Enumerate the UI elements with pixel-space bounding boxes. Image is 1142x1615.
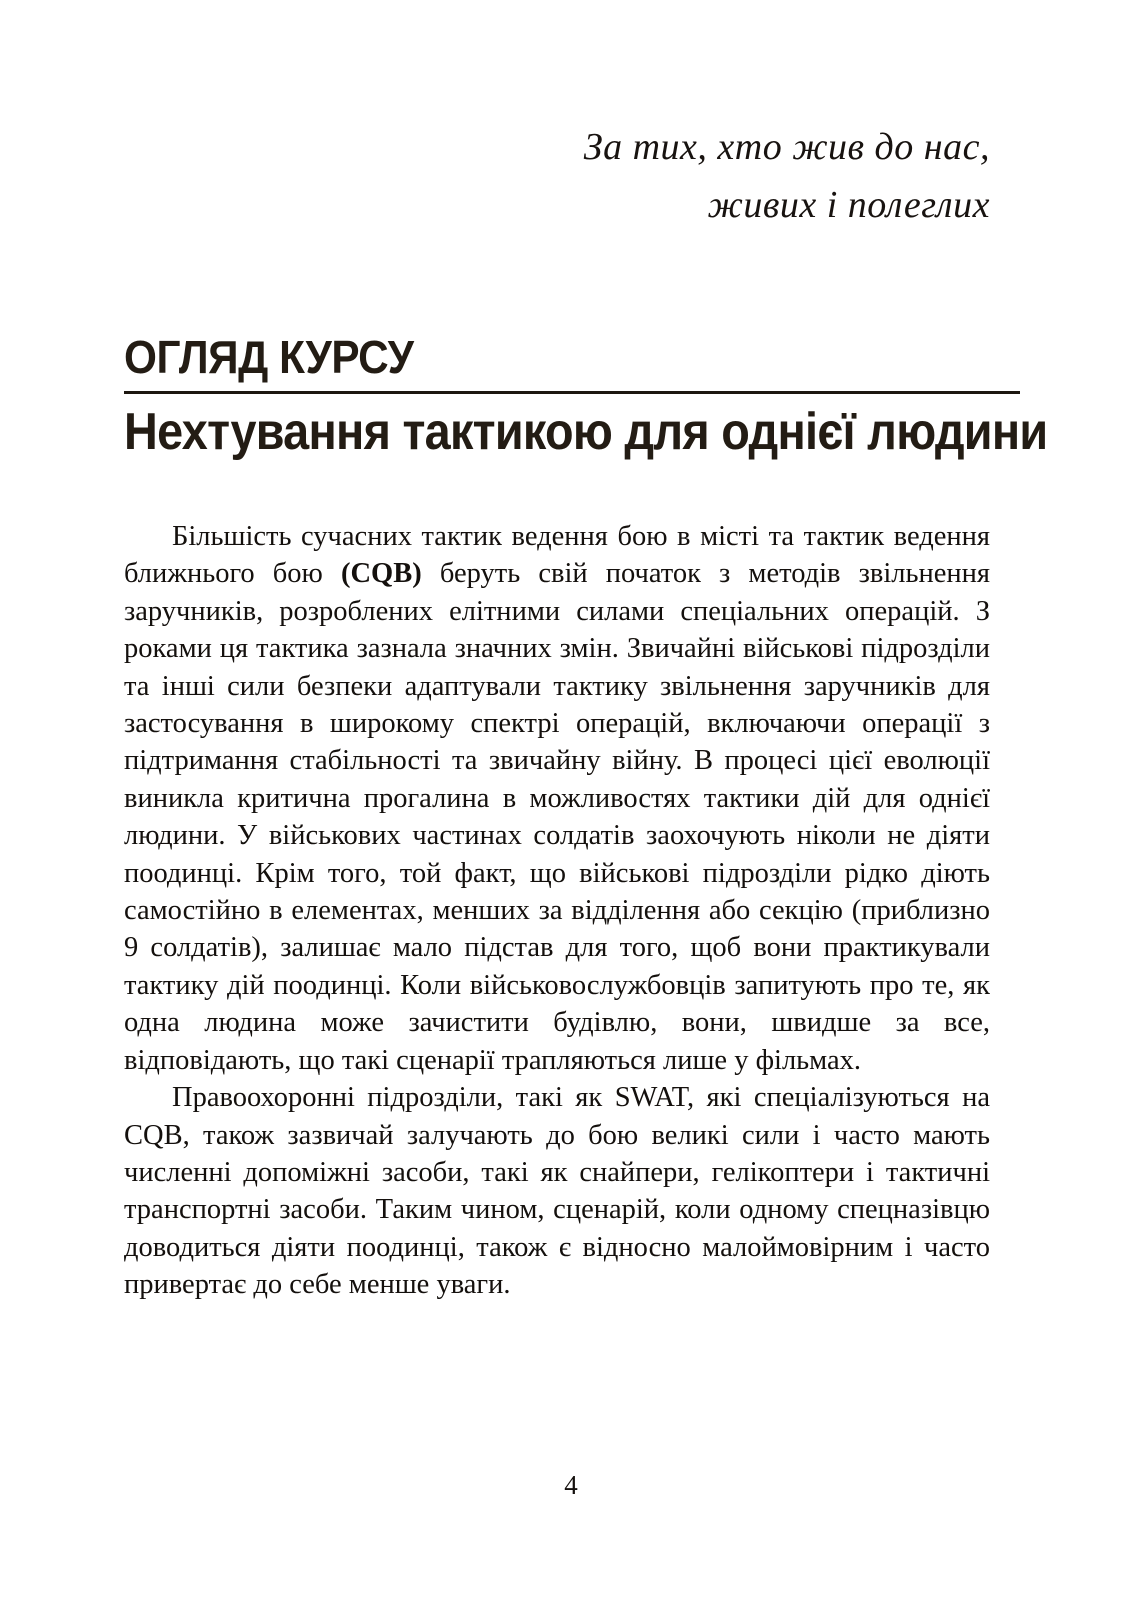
chapter-title: Нехтування тактикою для однієї людини	[124, 403, 1048, 461]
paragraph-1-segment-1: Більшість сучасних тактик ведення бою в місті та тактик ведення ближнього бою	[124, 521, 990, 590]
paragraph-2: Правоохоронні підрозділи, такі як SWAT, які спеціалізуються на CQB, також зазвичай залучають до бою великі сили і часто мають численні допоміжні засоби, такі як снайпери, гелікоптери і тактичні транспортні засоби. Таким чином, сценарій, коли одному спецназівцю доводиться діяти поодинці, також є відносно малоймовірним і часто привертає до себе менше уваги.	[124, 1082, 990, 1301]
chapter-divider-rule	[124, 391, 1020, 394]
page-number: 4	[564, 1470, 578, 1500]
paragraph-1-segment-2: беруть свій початок з методів звільнення заручників, розроблених елітними силами спеціальних операцій. З роками ця тактика зазнала значних змін. Звичайні військові підрозділи та інші сили безпеки адаптували тактику звільнення заручників для застосування в широкому спектрі операцій, включаючи операції з підтримання стабільності та звичайну війну. В процесі цієї еволюції виникла критична прогалина в можливостях тактики дій для однієї людини. У військових частинах солдатів заохочують ніколи не діяти поодинці. Крім того, той факт, що військові підрозділи рідко діють самостійно в елементах, менших за відділення або секцію (приблизно 9 солдатів), залишає мало підстав для того, щоб вони практикували тактику дій поодинці. Коли військовослужбовців запитують про те, як одна людина може зачистити будівлю, вони, швидше за все, відповідають, що такі сценарії трапляються лише у фільмах.	[124, 558, 990, 1076]
paragraph-1	[124, 518, 990, 1079]
body-copy	[124, 518, 990, 1304]
paragraph-1-bold-term: (CQB)	[340, 558, 422, 590]
dedication-line-1: За тих, хто жив до нас,	[583, 126, 990, 168]
chapter-heading-block	[124, 331, 1048, 461]
dedication	[124, 118, 990, 234]
chapter-kicker: ОГЛЯД КУРСУ	[124, 331, 414, 383]
dedication-line-2: живих і полеглих	[707, 184, 990, 226]
